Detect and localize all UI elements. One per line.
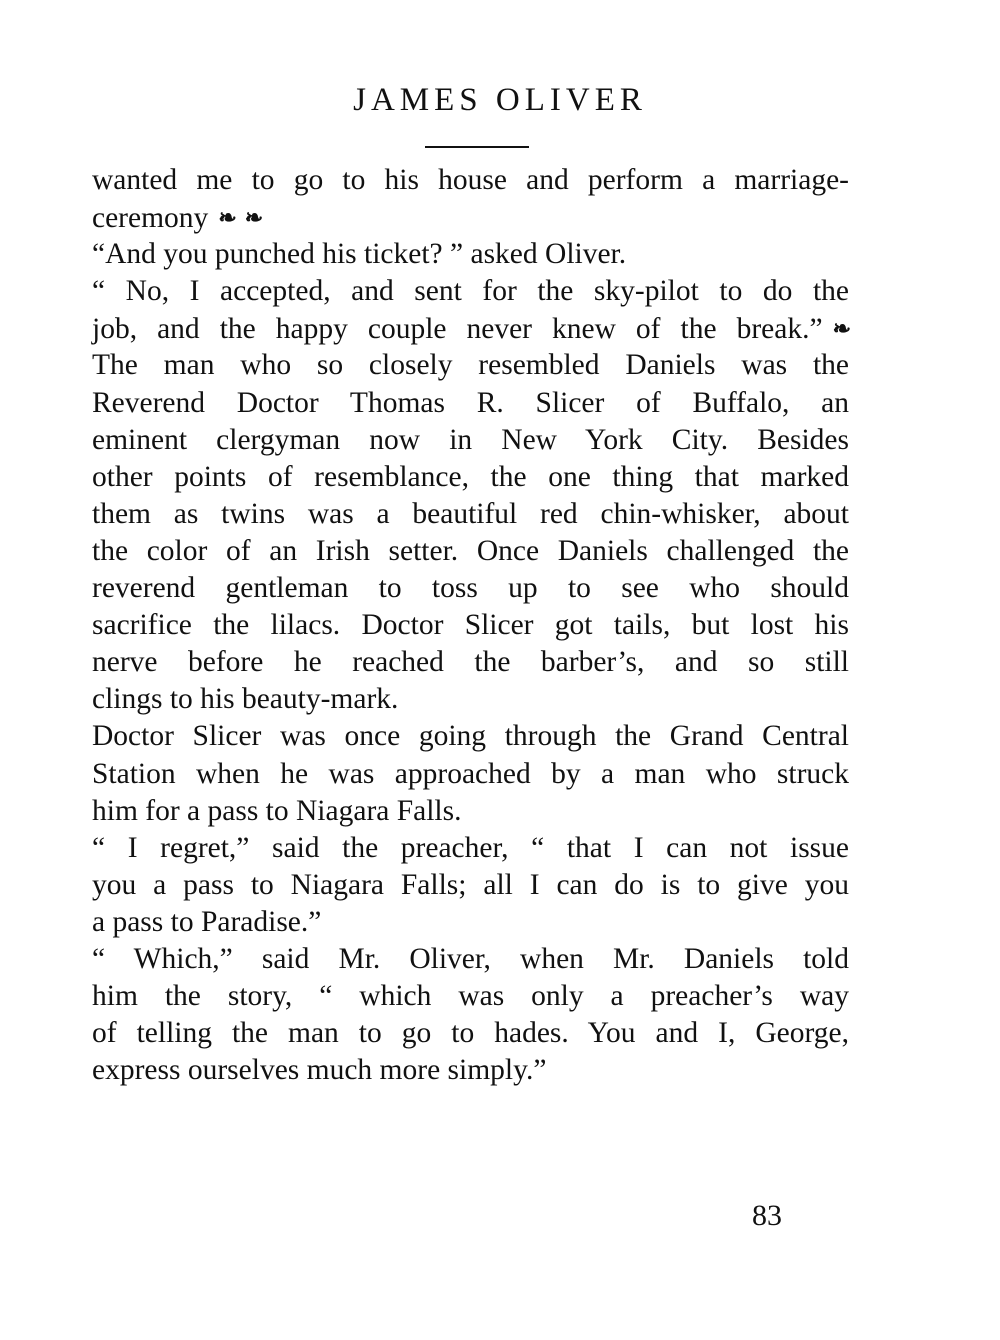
text-line: other points of resemblance, the one thing that marked [92, 460, 849, 493]
text-line-content: ceremony [92, 202, 209, 235]
text-line: eminent clergyman now in New York City. Besides [92, 423, 849, 456]
text-line: reverend gentleman to toss up to see who should [92, 572, 849, 605]
fleuron-ornament-icon: ❧ [244, 205, 262, 231]
text-line [92, 199, 849, 236]
text-line: the color of an Irish setter. Once Daniels challenged the [92, 534, 849, 567]
text-line-content: job, and the happy couple never knew of the break.” [92, 313, 823, 346]
fleuron-ornament-icon: ❧ [218, 205, 235, 231]
page-number: 83 [752, 1199, 782, 1232]
text-line: Reverend Doctor Thomas R. Slicer of Buffalo, an [92, 386, 849, 419]
text-line: The man who so closely resembled Daniels was the [92, 349, 849, 382]
text-line: him the story, “ which was only a preacher’s way [92, 980, 849, 1013]
text-line: him for a pass to Niagara Falls. [92, 794, 462, 827]
text-line: you a pass to Niagara Falls; all I can do is to give you [92, 868, 849, 901]
text-line: a pass to Paradise.” [92, 905, 322, 938]
text-line: nerve before he reached the barber’s, and so still [92, 646, 849, 679]
text-line: express ourselves much more simply.” [92, 1054, 547, 1087]
text-line: them as twins was a beautiful red chin-whisker, about [92, 497, 849, 530]
text-line [92, 310, 849, 347]
text-line: Station when he was approached by a man who struck [92, 757, 849, 790]
body-text [92, 162, 849, 1089]
text-line: clings to his beauty-mark. [92, 683, 399, 716]
text-line: “ I regret,” said the preacher, “ that I can not issue [92, 831, 849, 864]
running-header: JAMES OLIVER [353, 82, 647, 118]
text-line: wanted me to go to his house and perform a marriage- [92, 164, 849, 196]
text-line: “ No, I accepted, and sent for the sky-pilot to do the [92, 275, 849, 308]
text-line: sacrifice the lilacs. Doctor Slicer got tails, but lost his [92, 609, 849, 642]
text-line: “ Which,” said Mr. Oliver, when Mr. Daniels told [92, 942, 849, 975]
fleuron-ornament-icon: ❧ [832, 316, 849, 342]
text-line: “And you punched his ticket? ” asked Oliver. [92, 238, 627, 271]
text-line: of telling the man to go to hades. You and I, George, [92, 1017, 849, 1050]
header-rule [425, 146, 529, 148]
text-line: Doctor Slicer was once going through the Grand Central [92, 720, 849, 753]
